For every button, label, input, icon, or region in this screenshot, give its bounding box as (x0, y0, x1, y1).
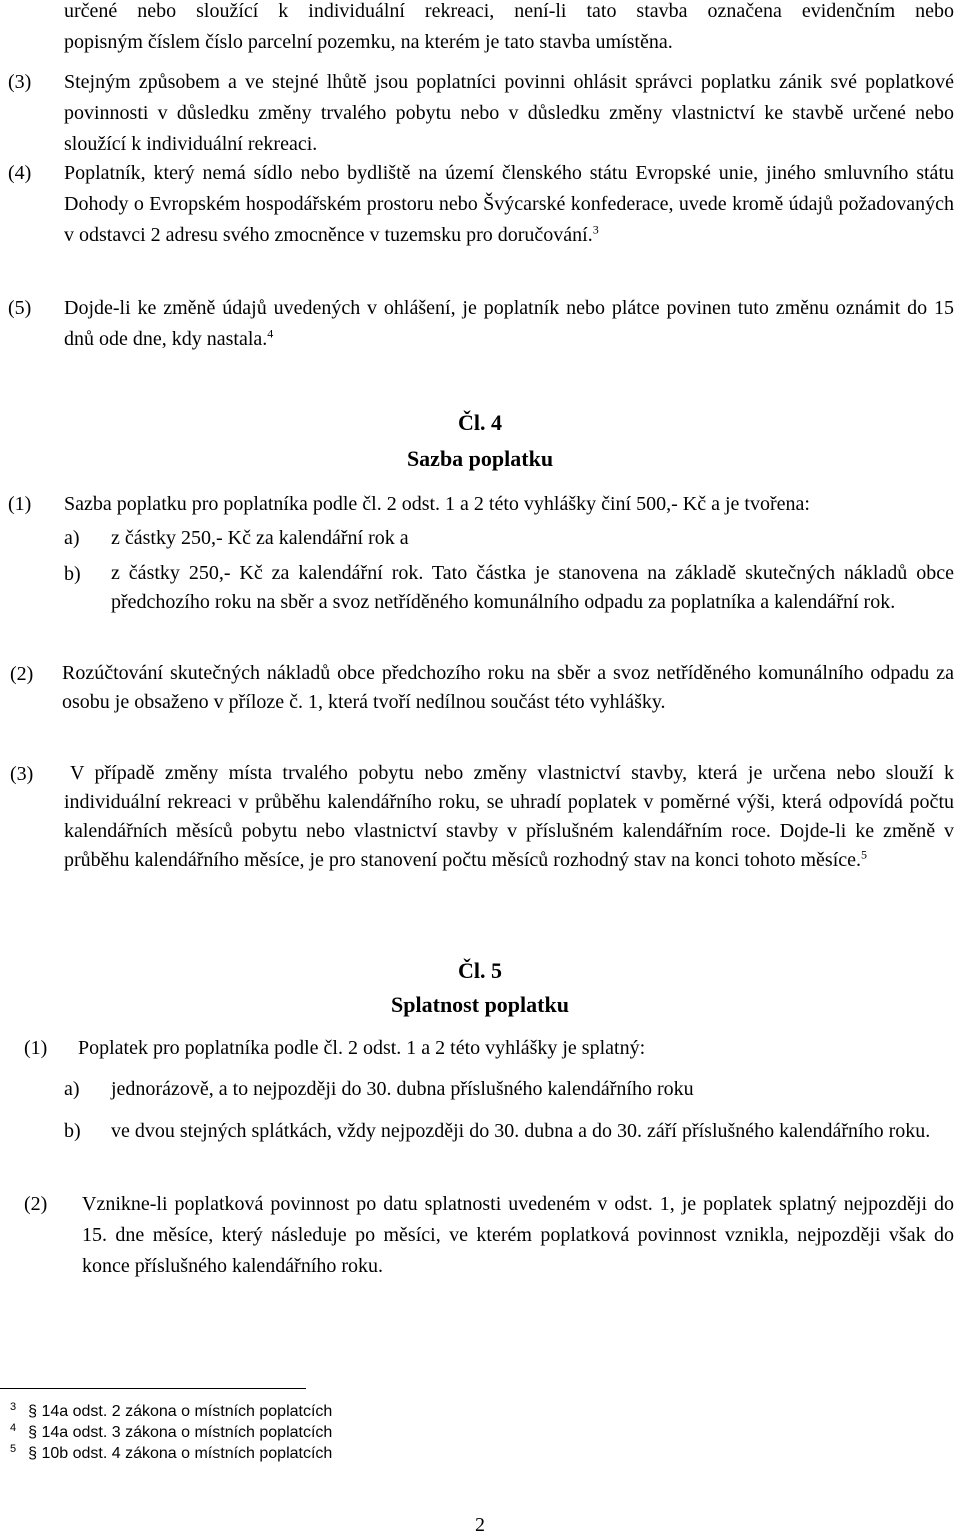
list-item-label: b) (64, 563, 81, 585)
paragraph-number: (4) (8, 162, 32, 184)
footnote: $^4$ § 14a odst. 3 zákona o místních poplatcích (10, 1421, 333, 1441)
list-item: jednorázově, a to nejpozději do 30. dubna příslušného kalendářního roku (111, 1078, 694, 1100)
paragraph-number: (2) (10, 663, 34, 685)
footnote: $^5$ § 10b odst. 4 zákona o místních poplatcích (10, 1442, 333, 1462)
paragraph-number: (1) (24, 1037, 48, 1059)
paragraph-number: (1) (8, 493, 32, 515)
list-item-label: a) (64, 1078, 80, 1100)
list-item-label: a) (64, 527, 80, 549)
footnote: $^3$ § 14a odst. 2 zákona o místních poplatcích (10, 1400, 333, 1420)
footnote-separator (0, 1388, 306, 1389)
list-item: z částky 250,- Kč za kalendářní rok. Tato částka je stanovena na základě skutečných nákladů obce předchozího roku na sběr a svoz netříděného komunálního odpadu za poplatníka a kalendářní rok. (111, 562, 954, 613)
list-item: z částky 250,- Kč za kalendářní rok a (111, 527, 409, 549)
article-5-number: Čl. 5 (458, 958, 502, 983)
paragraph-number: (5) (8, 297, 32, 319)
footnote-ref: 3 (592, 222, 599, 237)
paragraph-number: (3) (8, 71, 32, 93)
article-5-paragraph-1: Poplatek pro poplatníka podle čl. 2 odst. 1 a 2 této vyhlášky je splatný: (78, 1037, 646, 1059)
list-item-label: b) (64, 1120, 81, 1142)
list-item: ve dvou stejných splátkách, vždy nejpozději do 30. dubna a do 30. září příslušného kalendářního roku. (111, 1120, 931, 1142)
page-number: 2 (475, 1514, 485, 1536)
article-4-number: Čl. 4 (458, 410, 502, 435)
article-4-paragraph-3: V případě změny místa trvalého pobytu nebo změny vlastnictví stavby, která je určena nebo slouží k individuální rekreaci v průběhu kalendářního roku, se uhradí poplatek v poměrné výši, která odpovídá počtu kalendářních měsíců pobytu nebo vlastnictví stavby v příslušném kalendářním roce. Dojde-li ke změně v průběhu kalendářního měsíce, je pro stanovení počtu měsíců rozhodný stav na konci tohoto měsíce.$^5$ (64, 762, 954, 871)
footnote-ref: 5 (861, 847, 868, 862)
paragraph-5-text: Dojde-li ke změně údajů uvedených v ohlášení, je poplatník nebo plátce povinen tuto změnu oznámit do 15 dnů ode dne, kdy nastala.$^4$ (64, 297, 954, 350)
paragraph-3-text: Stejným způsobem a ve stejné lhůtě jsou poplatníci povinni ohlásit správci poplatku zánik své poplatkové povinnosti v důsledku změny trvalého pobytu nebo v důsledku změny vlastnictví ke stavbě určené nebo sloužící k individuální rekreaci. (64, 71, 954, 155)
paragraph-number: (3) (10, 763, 34, 785)
continuation-line-1: určené nebo sloužící k individuální rekreaci, není-li tato stavba označena evidenčním nebo (64, 0, 954, 22)
article-4-paragraph-1: Sazba poplatku pro poplatníka podle čl. 2 odst. 1 a 2 této vyhlášky činí 500,- Kč a je tvořena: (64, 493, 810, 515)
article-4-title: Sazba poplatku (406, 446, 554, 471)
continuation-line-2: popisným číslem číslo parcelní pozemku, na kterém je tato stavba umístěna. (64, 31, 673, 53)
article-4-paragraph-2: Rozúčtování skutečných nákladů obce předchozího roku na sběr a svoz netříděného komunálního odpadu za osobu je obsaženo v příloze č. 1, která tvoří nedílnou součást této vyhlášky. (62, 662, 954, 713)
article-5-paragraph-2: Vznikne-li poplatková povinnost po datu splatnosti uvedeném v odst. 1, je poplatek splatný nejpozději do 15. dne měsíce, který následuje po měsíci, ve kterém poplatková povinnost vznikla, nejpozději však do konce příslušného kalendářního roku. (82, 1193, 954, 1277)
article-5-title: Splatnost poplatku (391, 992, 569, 1017)
paragraph-4-text: Poplatník, který nemá sídlo nebo bydliště na území členského státu Evropské unie, jiného smluvního státu Dohody o Evropském hospodářském prostoru nebo Švýcarské konfederace, uvede kromě údajů požadovaných v odstavci 2 adresu svého zmocněnce v tuzemsku pro doručování.$^3$ (64, 162, 954, 246)
footnote-ref: 4 (267, 326, 274, 341)
paragraph-number: (2) (24, 1193, 48, 1215)
